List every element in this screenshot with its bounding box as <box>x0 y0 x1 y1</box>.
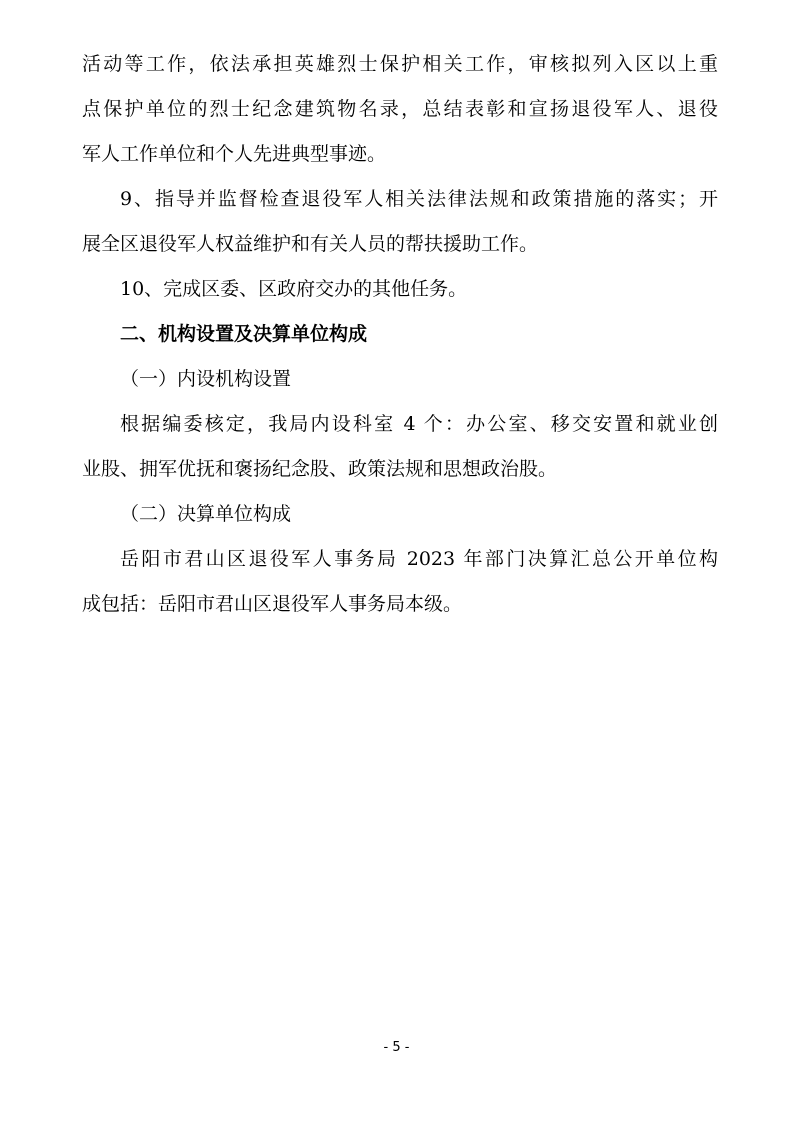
paragraph-line: 岳阳市君山区退役军人事务局 2023 年部门决算汇总公开单位构 <box>120 548 718 570</box>
page-number: - 5 - <box>383 1040 410 1055</box>
paragraph-line: 军人工作单位和个人先进典型事迹。 <box>82 143 387 165</box>
paragraph-line: 9、指导并监督检查退役军人相关法律法规和政策措施的落实；开 <box>120 188 718 210</box>
paragraph-line: 活动等工作，依法承担英雄烈士保护相关工作，审核拟列入区以上重 <box>82 53 718 75</box>
document-body <box>82 50 718 635</box>
paragraph-line: 根据编委核定，我局内设科室 4 个：办公室、移交安置和就业创 <box>120 413 718 435</box>
paragraph-line: 业股、拥军优抚和褒扬纪念股、政策法规和思想政治股。 <box>82 458 558 480</box>
paragraph-line: 10、完成区委、区政府交办的其他任务。 <box>120 278 468 300</box>
paragraph-line: 展全区退役军人权益维护和有关人员的帮扶援助工作。 <box>82 233 539 255</box>
paragraph-line: 成包括：岳阳市君山区退役军人事务局本级。 <box>82 593 463 615</box>
paragraph-line: 点保护单位的烈士纪念建筑物名录，总结表彰和宣扬退役军人、退役 <box>82 98 718 120</box>
subsection-heading: （一）内设机构设置 <box>120 368 292 390</box>
section-heading: 二、机构设置及决算单位构成 <box>120 323 368 345</box>
subsection-heading: （二）决算单位构成 <box>120 503 292 525</box>
